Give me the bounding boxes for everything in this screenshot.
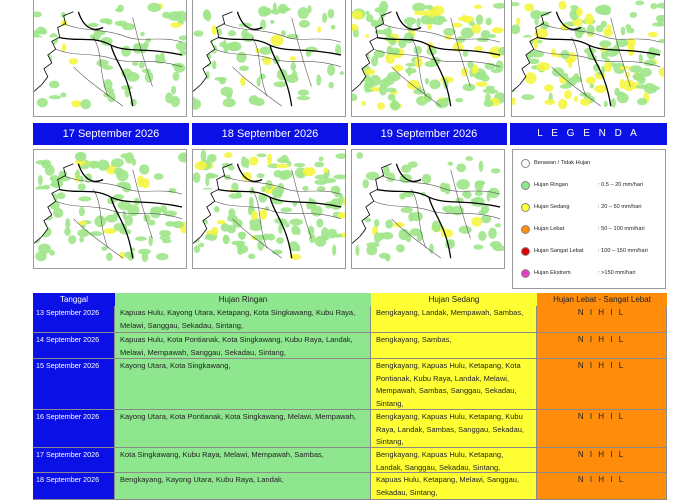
header-tanggal: Tanggal bbox=[33, 293, 115, 306]
legend-label: Hujan Lebat bbox=[534, 226, 565, 232]
header-hujan-lebat: Hujan Lebat - Sangat Lebat bbox=[537, 293, 667, 306]
legend-swatch bbox=[521, 247, 530, 256]
forecast-map-17-september bbox=[33, 149, 187, 269]
table-row-sedang: Bengkayang, Kapuas Hulu, Ketapang, Landak, Sanggau, Sekadau, Sintang, bbox=[371, 448, 537, 473]
legend-label: Berawan / Tidak Hujan bbox=[534, 160, 591, 166]
forecast-map-18-september bbox=[192, 149, 346, 269]
table-row-sedang: Bengkayang, Landak, Mempawah, Sambas, bbox=[371, 306, 537, 333]
table-row-sedang: Kapuas Hulu, Ketapang, Melawi, Sanggau, Sekadau, Sintang, bbox=[371, 473, 537, 500]
date-label-17-september: 17 September 2026 bbox=[33, 123, 189, 145]
legend-item-ringan bbox=[513, 179, 665, 193]
table-row-date: 18 September 2026 bbox=[33, 473, 115, 500]
forecast-map-19-september bbox=[351, 149, 505, 269]
table-row-sedang: Bengkayang, Kapuas Hulu, Ketapang, Kubu Raya, Landak, Sambas, Sanggau, Sekadau, Sintang, bbox=[371, 410, 537, 448]
header-hujan-ringan: Hujan Ringan bbox=[115, 293, 371, 306]
table-row-date: 13 September 2026 bbox=[33, 306, 115, 333]
table-row-ringan: Kapuas Hulu, Kota Pontianak, Kota Singkawang, Kubu Raya, Landak, Melawi, Mempawah, Sanggau, Sekadau, Sintang, bbox=[115, 333, 371, 359]
table-row-date: 14 September 2026 bbox=[33, 333, 115, 359]
table-row-date: 15 September 2026 bbox=[33, 359, 115, 410]
forecast-map-14-september bbox=[192, 0, 346, 117]
legend-item-sedang bbox=[513, 201, 665, 215]
legend-label: Hujan Sangat Lebat bbox=[534, 248, 584, 254]
legend-swatch bbox=[521, 269, 530, 278]
table-row-ringan: Kota Singkawang, Kubu Raya, Melawi, Mempawah, Sambas, bbox=[115, 448, 371, 473]
legend-panel bbox=[512, 149, 666, 289]
table-row-ringan: Kayong Utara, Kota Pontianak, Kota Singkawang, Melawi, Mempawah, bbox=[115, 410, 371, 448]
table-row-lebat: N I H I L bbox=[537, 448, 667, 473]
forecast-map-13-september bbox=[33, 0, 187, 117]
table-row-ringan: Kayong Utara, Kota Singkawang, bbox=[115, 359, 371, 410]
legend-item-sangat-lebat bbox=[513, 245, 665, 259]
legend-label: Hujan Sedang bbox=[534, 204, 570, 210]
legend-label: Hujan Ekstrem bbox=[534, 270, 571, 276]
table-row-date: 16 September 2026 bbox=[33, 410, 115, 448]
legend-item-ekstrem bbox=[513, 267, 665, 281]
legend-title: L E G E N D A bbox=[510, 123, 667, 145]
legend-range: : 20 – 50 mm/hari bbox=[598, 204, 642, 210]
legend-range: : 50 – 100 mm/hari bbox=[598, 226, 645, 232]
table-row-lebat: N I H I L bbox=[537, 333, 667, 359]
legend-swatch bbox=[521, 181, 530, 190]
legend-item-lebat bbox=[513, 223, 665, 237]
legend-swatch bbox=[521, 203, 530, 212]
date-label-18-september: 18 September 2026 bbox=[192, 123, 348, 145]
table-row-ringan: Kapuas Hulu, Kayong Utara, Ketapang, Kota Singkawang, Kubu Raya, Melawi, Sanggau, Sekadau, Sintang, bbox=[115, 306, 371, 333]
table-row-lebat: N I H I L bbox=[537, 359, 667, 410]
table-row-lebat: N I H I L bbox=[537, 306, 667, 333]
date-label-19-september: 19 September 2026 bbox=[351, 123, 507, 145]
legend-range: : 0.5 – 20 mm/hari bbox=[598, 182, 644, 188]
legend-swatch bbox=[521, 159, 530, 168]
forecast-map-16-september bbox=[511, 0, 665, 117]
legend-label: Hujan Ringan bbox=[534, 182, 568, 188]
legend-item-berawan bbox=[513, 157, 665, 171]
table-row-ringan: Bengkayang, Kayong Utara, Kubu Raya, Landak, bbox=[115, 473, 371, 500]
legend-range: : 100 – 150 mm/hari bbox=[598, 248, 648, 254]
table-row-sedang: Bengkayang, Sambas, bbox=[371, 333, 537, 359]
table-row-lebat: N I H I L bbox=[537, 410, 667, 448]
legend-range: : >150 mm/hari bbox=[598, 270, 636, 276]
table-row-lebat: N I H I L bbox=[537, 473, 667, 500]
header-hujan-sedang: Hujan Sedang bbox=[371, 293, 537, 306]
forecast-map-15-september bbox=[351, 0, 505, 117]
table-row-sedang: Bengkayang, Kapuas Hulu, Ketapang, Kota Pontianak, Kubu Raya, Landak, Melawi, Mempawah, Sambas, Sanggau, Sekadau, Sintang, bbox=[371, 359, 537, 410]
table-row-date: 17 September 2026 bbox=[33, 448, 115, 473]
legend-swatch bbox=[521, 225, 530, 234]
